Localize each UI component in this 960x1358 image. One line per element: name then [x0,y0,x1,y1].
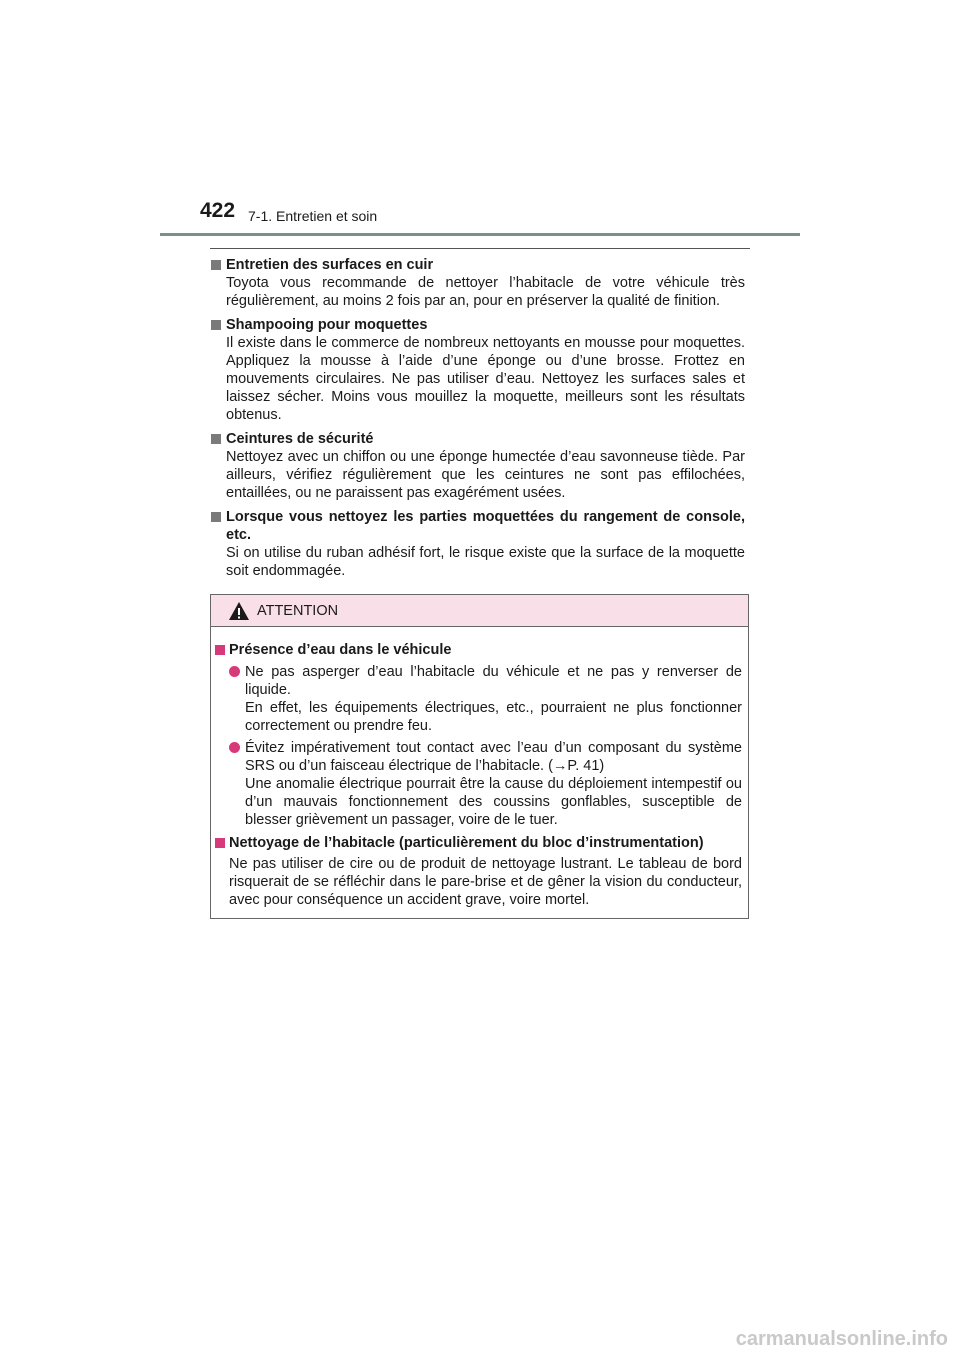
square-bullet-icon [215,838,225,848]
attention-body [211,627,748,909]
attention-section-title [215,641,742,659]
circle-bullet-icon [229,742,240,753]
item-title [210,316,745,334]
section-carpet-shampoo [210,316,745,424]
attention-title-text: Présence d’eau dans le véhicule [229,642,452,658]
item-body: Si on utilise du ruban adhésif fort, le risque existe que la surface de la moquette soit endommagée. [226,545,745,579]
attention-bullet [215,663,742,735]
square-bullet-icon [215,645,225,655]
attention-header [211,595,748,627]
watermark-text: carmanualsonline.info [735,1328,948,1350]
bullet-text: Une anomalie électrique pourrait être la cause du déploiement intempestif ou d’un mauvais fonctionnement des coussins gonflables, susceptible de blesser grièvement un passager, voire de le tuer. [245,776,742,828]
section-leather [210,256,745,310]
item-title-text: Entretien des surfaces en cuir [226,257,434,273]
main-content [210,256,745,586]
circle-bullet-icon [229,666,240,677]
item-title [210,508,745,544]
item-title-text: Lorsque vous nettoyez les parties moquettées du rangement de console, etc. [226,509,745,543]
square-bullet-icon [211,320,221,330]
attention-section-title [215,834,742,852]
attention-section-water [215,641,742,829]
attention-box [210,594,749,919]
item-title [210,430,745,448]
bullet-text: Ne pas asperger d’eau l’habitacle du véhicule et ne pas y renverser de liquide. [245,664,742,698]
item-body: Il existe dans le commerce de nombreux nettoyants en mousse pour moquettes. Appliquez la mousse à l’aide d’une éponge ou d’une brosse. Frottez en mouvements circulaires. Ne pas utiliser d’eau. Nettoyez les surfaces sales et laissez sécher. Moins vous mouillez la moquette, meilleurs sont les résultats obtenus. [226,335,745,423]
square-bullet-icon [211,512,221,522]
warning-triangle-icon [228,601,250,621]
header-rule [160,233,800,236]
content-rule [210,248,750,249]
item-title-text: Shampooing pour moquettes [226,317,428,333]
square-bullet-icon [211,434,221,444]
item-body: Toyota vous recommande de nettoyer l’habitacle de votre véhicule très régulièrement, au moins 2 fois par an, pour en préserver la qualité de finition. [226,275,745,309]
attention-label: ATTENTION [257,603,339,619]
attention-section-dashboard [215,834,742,909]
attention-paragraph: Ne pas utiliser de cire ou de produit de nettoyage lustrant. Le tableau de bord risquerait de se réfléchir dans le pare-brise et de gêner la vision du conducteur, avec pour conséquence un accident grave, voire mortel. [229,856,742,908]
section-title: 7-1. Entretien et soin [248,208,378,224]
bullet-text: Évitez impérativement tout contact avec l’eau d’un composant du système SRS ou d’un faisceau électrique de l’habitacle. (→P. 41) [245,740,742,774]
square-bullet-icon [211,260,221,270]
bullet-text: En effet, les équipements électriques, etc., pourraient ne plus fonctionner correctement ou prendre feu. [245,700,742,734]
page-number: 422 [200,199,236,222]
item-body: Nettoyez avec un chiffon ou une éponge humectée d’eau savonneuse tiède. Par ailleurs, vérifiez régulièrement que les ceintures ne sont pas effilochées, entaillées, ou ne paraissent pas exagérément usées. [226,449,745,501]
section-seat-belts [210,430,745,502]
attention-bullet [215,739,742,829]
section-console-carpet [210,508,745,580]
item-title [210,256,745,274]
item-title-text: Ceintures de sécurité [226,431,374,447]
attention-title-text: Nettoyage de l’habitacle (particulièrement du bloc d’instrumentation) [229,835,704,851]
